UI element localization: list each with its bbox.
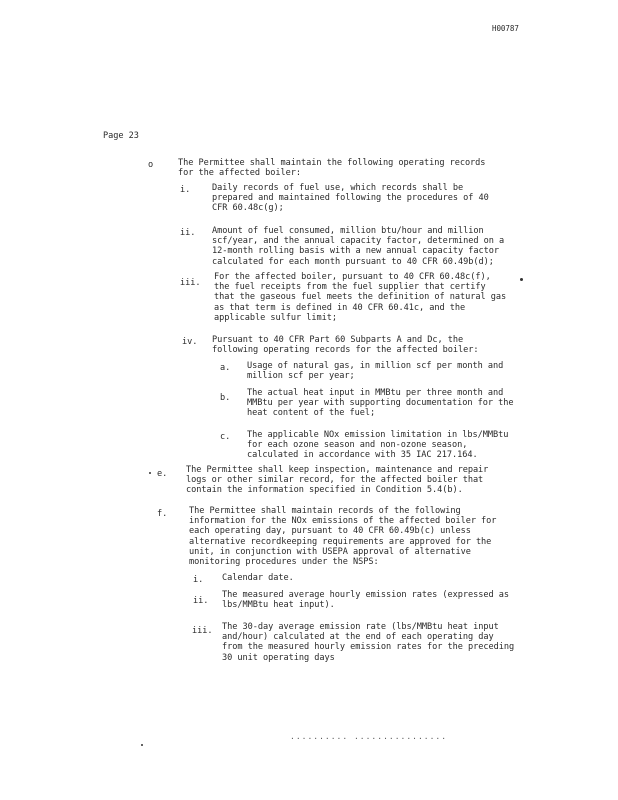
item-marker: b.: [220, 393, 231, 403]
item-marker: iv.: [182, 337, 198, 347]
item-marker: c.: [220, 432, 231, 442]
item-text: Pursuant to 40 CFR Part 60 Subparts A and Dc, the following operating records for the affected boiler:: [212, 335, 479, 356]
item-text: Usage of natural gas, in million scf per month and million scf per year;: [247, 361, 504, 382]
item-text: The Permittee shall keep inspection, maintenance and repair logs or other similar record, for the affected boiler that contain the information specified in Condition 5.4(b).: [186, 465, 489, 496]
page-label: Page 23: [103, 131, 139, 141]
item-marker: i.: [180, 185, 191, 195]
item-text: The Permittee shall maintain the following operating records for the affected boiler:: [178, 158, 486, 179]
item-marker: ii.: [180, 228, 196, 238]
scan-speck: [520, 278, 523, 281]
item-text: The measured average hourly emission rates (expressed as lbs/MMBtu heat input).: [222, 590, 509, 611]
item-marker: iii.: [192, 626, 213, 636]
item-text: The 30-day average emission rate (lbs/MMBtu heat input and/hour) calculated at the end of each operating day from the measured hourly emission rates for the preceding 30 unit operating days: [222, 622, 515, 663]
footer-marks: .......... ................: [290, 732, 448, 741]
item-text: Daily records of fuel use, which records shall be prepared and maintained following the procedures of 40 CFR 60.48c(g);: [212, 183, 489, 214]
item-marker: f.: [157, 509, 168, 519]
item-text: Amount of fuel consumed, million btu/hour and million scf/year, and the annual capacity factor, determined on a 12-month rolling basis with a new annual capacity factor calculated for each month pursuant to 40 CFR 60.49b(d);: [212, 226, 505, 267]
item-text: The actual heat input in MMBtu per three month and MMBtu per year with supporting documentation for the heat content of the fuel;: [247, 388, 514, 419]
document-id: H00787: [492, 24, 519, 33]
item-text: Calendar date.: [222, 573, 294, 583]
item-text: The applicable NOx emission limitation in lbs/MMBtu for each ozone season and non-ozone season, calculated in accordance with 35 IAC 217.164.: [247, 430, 509, 461]
scan-speck: [141, 744, 143, 746]
item-marker: iii.: [180, 278, 201, 288]
item-marker: ii.: [193, 596, 209, 606]
item-marker: e.: [157, 469, 168, 479]
item-text: For the affected boiler, pursuant to 40 CFR 60.48c(f), the fuel receipts from the fuel supplier that certify that the gaseous fuel meets the definition of natural gas as that term is defined in 40 CFR 60.41c, and the applicable sulfur limit;: [214, 272, 507, 323]
scan-speck: [149, 472, 151, 474]
item-marker: i.: [193, 575, 204, 585]
item-text: The Permittee shall maintain records of the following information for the NOx emissions of the affected boiler for each operating day, pursuant to 40 CFR 60.49b(c) unless alternative recordkeeping requirements are approved for the unit, in conjunction with USEPA approval of alternative monitoring procedures under the NSPS:: [189, 506, 497, 568]
item-marker: a.: [220, 363, 231, 373]
item-marker: o: [148, 160, 154, 170]
